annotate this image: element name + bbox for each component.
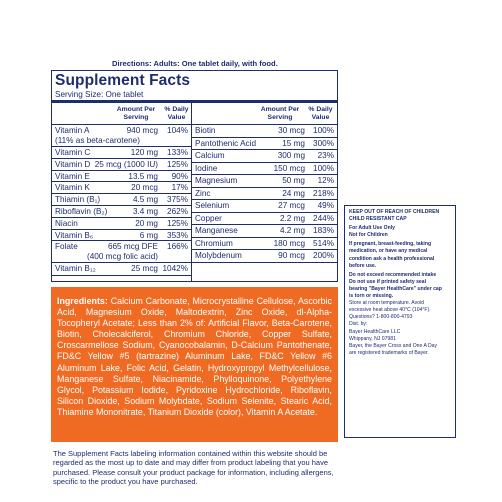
- nutrient-amount: 940 mcg: [126, 126, 158, 135]
- nutrient-amount: 6 mg: [139, 230, 158, 240]
- warning-line: Not for Children: [349, 232, 388, 239]
- nutrient-row: [52, 125, 191, 147]
- nutrient-amount: 4.5 mg: [132, 195, 158, 205]
- warning-line: Whippany, NJ 07981: [349, 335, 396, 342]
- facts-header-left: [52, 103, 191, 125]
- supplement-facts-panel: [51, 70, 338, 282]
- amount-per-serving-header: Amount Per Serving: [116, 106, 156, 121]
- nutrient-amount: 13.5 mg: [128, 171, 158, 181]
- warning-line: before use.: [349, 262, 377, 269]
- warning-line: are registered trademarks of Bayer.: [349, 349, 429, 356]
- nutrient-row: [192, 163, 337, 176]
- facts-column-right: [192, 103, 337, 263]
- nutrient-amount: 90 mcg: [278, 251, 305, 260]
- nutrient-amount: 150 mcg: [273, 163, 305, 173]
- nutrient-daily-value: 125%: [167, 159, 188, 169]
- nutrient-amount: 20 mg: [135, 218, 158, 228]
- nutrient-daily-value: 300%: [313, 138, 334, 148]
- warning-line: KEEP OUT OF REACH OF CHILDREN: [349, 209, 440, 215]
- warning-line: excessive heat above 40°C (104°F).: [349, 307, 431, 314]
- nutrient-name: Molybdenum: [195, 251, 242, 260]
- nutrient-row: [192, 213, 337, 226]
- nutrient-amount: 20 mcg: [131, 183, 158, 193]
- nutrient-row: [192, 225, 337, 238]
- nutrient-name: Riboflavin (B₂): [55, 206, 108, 216]
- warnings-panel: [344, 205, 456, 438]
- nutrient-daily-value: 244%: [313, 213, 334, 223]
- warning-line: Store at room temperature. Avoid: [349, 300, 424, 307]
- daily-value-header: % Daily Value: [164, 106, 189, 121]
- nutrient-name: Vitamin B₆: [55, 230, 94, 240]
- nutrient-amount: 300 mg: [277, 151, 305, 160]
- nutrient-name: Vitamin A: [55, 126, 90, 135]
- nutrient-amount: 50 mg: [282, 176, 305, 185]
- nutrient-row: [52, 206, 191, 218]
- nutrient-daily-value: 49%: [317, 201, 334, 210]
- nutrient-daily-value: 90%: [171, 171, 188, 181]
- nutrient-row: [52, 171, 191, 183]
- nutrient-daily-value: 133%: [167, 148, 188, 157]
- nutrient-name: Zinc: [195, 188, 211, 198]
- nutrient-name: Selenium: [195, 201, 230, 210]
- nutrient-amount: 24 mg: [282, 188, 305, 198]
- nutrient-daily-value: 375%: [167, 195, 188, 205]
- nutrient-daily-value: 183%: [313, 226, 334, 235]
- nutrient-amount: 120 mg: [130, 148, 158, 157]
- nutrient-name: Thiamin (B₁): [55, 195, 101, 205]
- nutrient-amount: 665 mcg DFE: [107, 242, 158, 252]
- nutrient-name: Manganese: [195, 226, 238, 235]
- warning-line: bearing "Bayer HealthCare" under cap: [349, 285, 442, 292]
- ingredients-text: Calcium Carbonate, Microcrystalline Cellulose, Ascorbic Acid, Magnesium Oxide, Maltodextrin, Zinc Oxide, dl-Alpha-Tocopheryl Acetate; Less than 2% of: Artificial Flavor, Beta-Carotene, Biotin, Cholecalciferol, Chromium Chloride, Copper Sulfate, Croscarmellose Sodium, Cyanocobalamin, D-Calcium Pantothenate, FD&C Yellow #5 (tartrazine) Aluminum Lake, FD&C Yellow #6 Aluminum Lake, Folic Acid, Gelatin, Hydroxypropyl Methylcellulose, Manganese Sulfate, Niacinamide, Phylloquinone, Polyethylene Glycol, Potassium Iodide, Pyridoxine Hydrochloride, Riboflavin, Silicon Dioxide, Sodium Molybdate, Sodium Selenite, Stearic Acid, Thiamine Mononitrate, Titanium Dioxide (color), Vitamin A Acetate.: [57, 296, 332, 417]
- nutrient-daily-value: 353%: [167, 230, 188, 240]
- warning-line: Bayer, the Bayer Cross and One A Day: [349, 342, 438, 349]
- nutrient-name: Chromium: [195, 238, 233, 248]
- warning-line: is torn or missing.: [349, 293, 394, 300]
- serving-size: Serving Size: One tablet: [55, 90, 144, 99]
- nutrient-daily-value: 514%: [313, 238, 334, 248]
- warning-line: CHILD RESISTANT CAP: [349, 216, 407, 223]
- nutrient-row: [192, 188, 337, 201]
- nutrient-daily-value: 200%: [313, 251, 334, 260]
- nutrient-row: [52, 147, 191, 159]
- nutrient-daily-value: 100%: [313, 126, 334, 135]
- nutrient-amount: 180 mcg: [273, 238, 305, 248]
- nutrient-name: Iodine: [195, 163, 218, 173]
- nutrient-row: [52, 182, 191, 194]
- nutrient-daily-value: 166%: [167, 242, 188, 252]
- nutrient-amount: 27 mcg: [278, 201, 305, 210]
- nutrient-name: Copper: [195, 213, 222, 223]
- nutrient-row: [192, 125, 337, 138]
- nutrient-name: Vitamin D: [55, 159, 91, 169]
- nutrient-amount: 25 mcg: [131, 264, 158, 274]
- nutrient-name: Vitamin B₁₂: [55, 264, 96, 274]
- warning-line: Do not exceed recommended intake: [349, 271, 437, 278]
- nutrient-name: Magnesium: [195, 176, 238, 185]
- nutrient-name: Biotin: [195, 126, 216, 135]
- nutrient-amount: 25 mcg (1000 IU): [94, 159, 158, 169]
- directions-text: Directions: Adults: One tablet daily, with food.: [112, 59, 278, 68]
- nutrient-name-note: (11% as beta-carotene): [55, 135, 140, 145]
- nutrient-name: Pantothenic Acid: [195, 138, 256, 148]
- ingredients-label: Ingredients:: [57, 296, 108, 306]
- ingredients-panel: [51, 287, 338, 442]
- nutrient-row: [192, 150, 337, 163]
- nutrient-name: Calcium: [195, 151, 225, 160]
- warning-line: condition ask a health professional: [349, 255, 435, 262]
- nutrient-row: [192, 200, 337, 213]
- nutrient-daily-value: 218%: [313, 188, 334, 198]
- warning-line: Dist. by:: [349, 321, 368, 328]
- warning-line: Questions? 1-800-800-4793: [349, 314, 413, 321]
- nutrient-amount: 2.2 mg: [279, 213, 305, 223]
- facts-header-right: [192, 103, 337, 125]
- warning-line: Bayer HealthCare LLC: [349, 328, 401, 335]
- amount-per-serving-header: Amount Per Serving: [260, 106, 300, 121]
- labeling-disclaimer: The Supplement Facts labeling information contained within this website should be regarded as the most up to date and may differ from product labeling that you have purchased. Please consult your product package for information, including allergens, specific to the product you have purchased.: [53, 449, 334, 487]
- nutrient-amount: 15 mg: [282, 138, 305, 148]
- nutrient-amount: 30 mcg: [278, 126, 305, 135]
- nutrient-row: [52, 241, 191, 263]
- nutrient-name: Vitamin K: [55, 183, 90, 193]
- nutrient-daily-value: 262%: [167, 206, 188, 216]
- daily-value-header: % Daily Value: [308, 106, 333, 121]
- supplement-facts-title: Supplement Facts: [55, 72, 191, 89]
- facts-column-left: [52, 103, 191, 276]
- nutrient-row: [52, 159, 191, 171]
- nutrient-row: [52, 194, 191, 206]
- nutrient-row: [52, 263, 191, 276]
- nutrient-row: [192, 250, 337, 263]
- nutrient-daily-value: 23%: [317, 151, 334, 160]
- nutrient-row: [192, 238, 337, 251]
- nutrient-row: [192, 175, 337, 188]
- nutrient-row: [192, 138, 337, 151]
- nutrient-row: [52, 218, 191, 230]
- warning-line: If pregnant, breast-feeding, taking: [349, 241, 432, 248]
- nutrient-daily-value: 125%: [167, 218, 188, 228]
- nutrient-daily-value: 17%: [171, 183, 188, 193]
- nutrient-daily-value: 100%: [313, 163, 334, 173]
- nutrient-daily-value: 12%: [317, 176, 334, 185]
- warning-line: For Adult Use Only: [349, 225, 395, 232]
- nutrient-amount: 4.2 mg: [279, 226, 305, 235]
- nutrient-daily-value: 104%: [167, 126, 188, 135]
- nutrient-name: Vitamin C: [55, 148, 91, 157]
- nutrient-name: Vitamin E: [55, 171, 90, 181]
- warning-line: medication, or have any medical: [349, 248, 428, 255]
- nutrient-amount-note: (400 mcg folic acid): [87, 251, 158, 261]
- nutrient-daily-value: 1042%: [162, 264, 188, 274]
- nutrient-row: [52, 230, 191, 242]
- nutrient-name: Niacin: [55, 218, 78, 228]
- nutrient-amount: 3.4 mg: [132, 206, 158, 216]
- nutrient-name: Folate: [55, 242, 78, 252]
- warning-line: Do not use if printed safety seal: [349, 278, 426, 285]
